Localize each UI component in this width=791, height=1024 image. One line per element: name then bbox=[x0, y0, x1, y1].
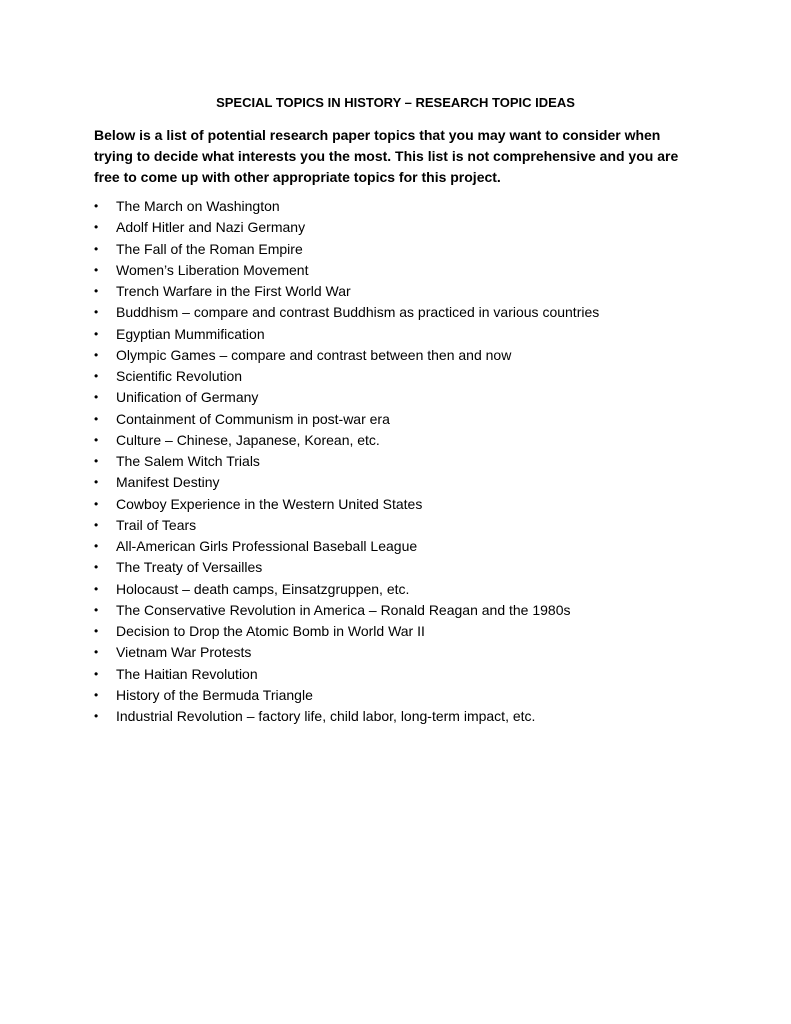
bullet-icon: • bbox=[94, 284, 99, 298]
topic-text: Scientific Revolution bbox=[116, 368, 243, 384]
topic-text: The Haitian Revolution bbox=[116, 665, 258, 682]
bullet-icon: • bbox=[94, 369, 99, 383]
document-title: SPECIAL TOPICS IN HISTORY – RESEARCH TOPIC IDEAS bbox=[216, 95, 575, 110]
bullet-icon: • bbox=[94, 539, 99, 553]
topic-text: The Fall of the Roman Empire bbox=[116, 240, 303, 257]
topic-list-item bbox=[94, 515, 714, 536]
bullet-icon: • bbox=[94, 347, 99, 362]
topic-list-item bbox=[94, 239, 714, 260]
topic-list-item bbox=[94, 324, 714, 345]
topic-text: Industrial Revolution – factory life, child labor, long-term impact, etc. bbox=[116, 708, 536, 724]
topic-text: Trench Warfare in the First World War bbox=[116, 283, 351, 299]
bullet-icon: • bbox=[94, 241, 99, 256]
topic-list-item bbox=[94, 579, 714, 600]
bullet-icon: • bbox=[94, 262, 99, 277]
topic-list-item bbox=[94, 387, 714, 408]
bullet-icon: • bbox=[94, 666, 99, 681]
topic-list-item bbox=[94, 366, 714, 387]
bullet-icon: • bbox=[94, 645, 99, 660]
topic-text: Culture – Chinese, Japanese, Korean, etc. bbox=[116, 431, 380, 448]
bullet-icon: • bbox=[94, 581, 99, 596]
topic-text: History of the Bermuda Triangle bbox=[116, 686, 313, 703]
bullet-icon: • bbox=[94, 305, 99, 320]
bullet-icon: • bbox=[94, 199, 99, 213]
topic-text: Decision to Drop the Atomic Bomb in World War II bbox=[116, 623, 425, 639]
topic-text: All-American Girls Professional Baseball League bbox=[116, 538, 418, 554]
topic-list-item bbox=[94, 621, 714, 642]
bullet-icon: • bbox=[94, 220, 99, 235]
topic-list-item bbox=[94, 409, 714, 430]
topic-list-item bbox=[94, 430, 714, 451]
topic-list-item bbox=[94, 196, 714, 217]
topic-text: The Salem Witch Trials bbox=[116, 453, 260, 469]
topic-text: Olympic Games – compare and contrast between then and now bbox=[116, 346, 512, 363]
topic-list-item bbox=[94, 260, 714, 281]
topic-text: Cowboy Experience in the Western United States bbox=[116, 495, 423, 512]
topic-text: Adolf Hitler and Nazi Germany bbox=[116, 219, 306, 236]
bullet-icon: • bbox=[94, 411, 99, 426]
intro-paragraph: Below is a list of potential research paper topics that you may want to consider when trying to decide what interests you the most. This list is not comprehensive and you are free to come up with other appropriate topics for this project. bbox=[94, 127, 679, 185]
topic-list-item bbox=[94, 706, 714, 727]
topic-text: The Treaty of Versailles bbox=[116, 559, 263, 576]
bullet-icon: • bbox=[94, 687, 99, 702]
bullet-icon: • bbox=[94, 496, 99, 511]
topic-list-item bbox=[94, 472, 714, 493]
topic-list-item bbox=[94, 494, 714, 515]
topic-list-item bbox=[94, 536, 714, 557]
bullet-icon: • bbox=[94, 326, 99, 341]
bullet-icon: • bbox=[94, 475, 99, 490]
topic-text: Trail of Tears bbox=[116, 516, 197, 533]
bullet-icon: • bbox=[94, 517, 99, 532]
bullet-icon: • bbox=[94, 454, 99, 468]
topic-text: Women’s Liberation Movement bbox=[116, 261, 309, 278]
topic-list-item bbox=[94, 600, 714, 621]
topic-text: Holocaust – death camps, Einsatzgruppen, etc. bbox=[116, 580, 410, 597]
topic-text: Egyptian Mummification bbox=[116, 325, 265, 342]
bullet-icon: • bbox=[94, 624, 99, 638]
topic-list-item bbox=[94, 217, 714, 238]
topic-list-item bbox=[94, 664, 714, 685]
topic-list-item bbox=[94, 642, 714, 663]
topic-text: Vietnam War Protests bbox=[116, 644, 252, 661]
topic-text: The Conservative Revolution in America – Ronald Reagan and the 1980s bbox=[116, 601, 571, 618]
topic-list-item bbox=[94, 302, 714, 323]
topic-text: Manifest Destiny bbox=[116, 474, 220, 491]
topic-list bbox=[94, 196, 714, 727]
topic-list-item bbox=[94, 345, 714, 366]
topic-text: Unification of Germany bbox=[116, 389, 259, 406]
topic-list-item bbox=[94, 451, 714, 472]
topic-list-item bbox=[94, 557, 714, 578]
topic-list-item bbox=[94, 281, 714, 302]
topic-list-item bbox=[94, 685, 714, 706]
bullet-icon: • bbox=[94, 390, 99, 405]
topic-text: Containment of Communism in post-war era bbox=[116, 410, 390, 427]
bullet-icon: • bbox=[94, 709, 99, 723]
bullet-icon: • bbox=[94, 432, 99, 447]
bullet-icon: • bbox=[94, 602, 99, 617]
topic-text: The March on Washington bbox=[116, 198, 280, 214]
bullet-icon: • bbox=[94, 560, 99, 575]
topic-text: Buddhism – compare and contrast Buddhism as practiced in various countries bbox=[116, 304, 600, 321]
